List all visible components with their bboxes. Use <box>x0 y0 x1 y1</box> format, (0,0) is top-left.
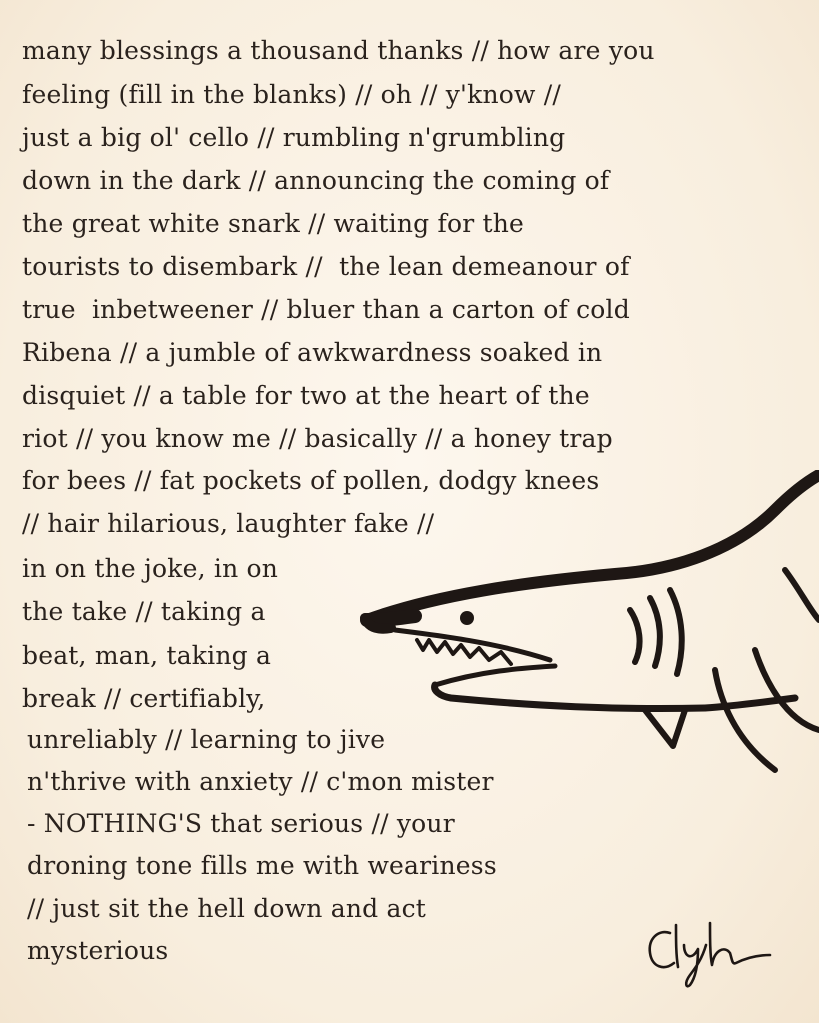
poem-line-5: the great white snark // waiting for the <box>22 209 525 238</box>
poem-line-16: break // certifiably, <box>22 684 266 713</box>
poem-line-21: // just sit the hell down and act <box>27 894 427 923</box>
poem-line-18: n'thrive with anxiety // c'mon mister <box>27 767 494 796</box>
poem-line-9: disquiet // a table for two at the heart of the <box>22 381 590 410</box>
poem-line-13: in on the joke, in on <box>22 554 279 583</box>
poem-line-15: beat, man, taking a <box>22 641 272 670</box>
poem-line-8: Ribena // a jumble of awkwardness soaked in <box>22 338 603 367</box>
handwritten-signature-icon <box>640 915 780 995</box>
poem-line-3: just a big ol' cello // rumbling n'grumbling <box>22 123 566 152</box>
poem-line-14: the take // taking a <box>22 597 266 626</box>
poem-line-2: feeling (fill in the blanks) // oh // y'know // <box>22 80 562 109</box>
poem-line-12: // hair hilarious, laughter fake // <box>22 509 435 538</box>
poem-line-4: down in the dark // announcing the coming of <box>22 166 610 195</box>
poem-line-1: many blessings a thousand thanks // how are you <box>22 36 655 65</box>
poem-line-17: unreliably // learning to jive <box>27 725 386 754</box>
poem-line-19: - NOTHING'S that serious // your <box>27 809 455 838</box>
poem-line-10: riot // you know me // basically // a honey trap <box>22 424 613 453</box>
poem-line-6: tourists to disembark // the lean demeanour of <box>22 252 630 281</box>
poem-line-20: droning tone fills me with weariness <box>27 851 497 880</box>
shark-drawing-icon <box>355 470 819 790</box>
poem-line-22: mysterious <box>27 936 169 965</box>
poem-line-7: true inbetweener // bluer than a carton of cold <box>22 295 630 324</box>
poem-line-11: for bees // fat pockets of pollen, dodgy knees <box>22 466 600 495</box>
